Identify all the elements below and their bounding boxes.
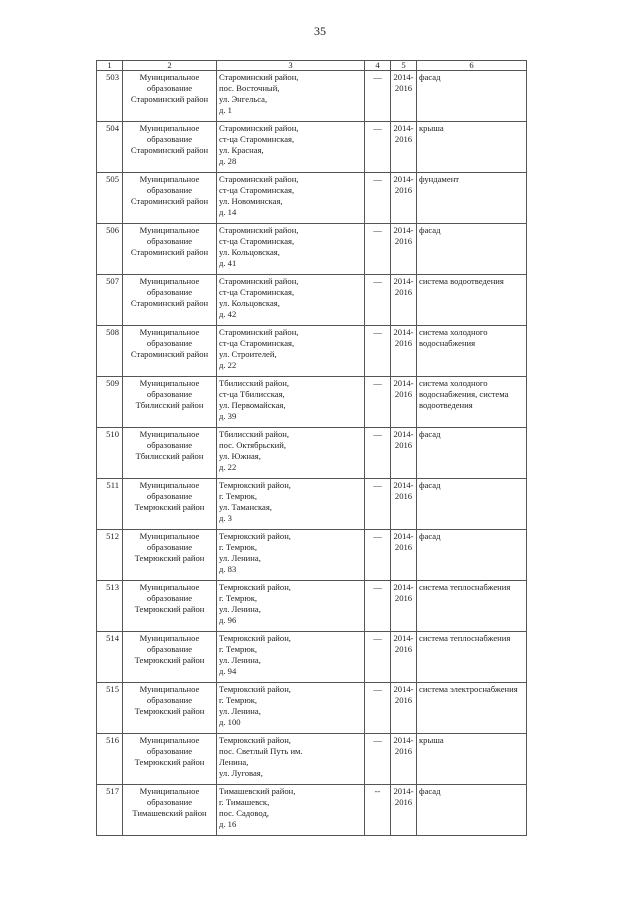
address-line: Тбилисский район, (219, 429, 290, 439)
period-cell (391, 581, 417, 632)
column-header: 1 (97, 61, 123, 71)
municipality-line: Муниципальное (139, 582, 200, 592)
period-line: 2016 (394, 746, 413, 756)
municipality-cell (123, 581, 217, 632)
address-line: ул. Кольцовская, (219, 298, 280, 308)
work-type-cell (417, 785, 527, 836)
work-type-text: система электроснабжения (419, 684, 518, 694)
address-line: Староминский район, (219, 225, 299, 235)
municipality-line: образование (146, 287, 193, 297)
address-line: д. 41 (219, 258, 237, 268)
address-line: Темрюкский район, (219, 633, 291, 643)
municipality-line: Темрюкский район (134, 757, 205, 767)
row-number-cell: 513 (97, 581, 123, 632)
address-line: ул. Ленина, (219, 604, 261, 614)
address-line: пос. Светлый Путь им. (219, 746, 303, 756)
column-header: 2 (123, 61, 217, 71)
municipality-cell (123, 122, 217, 173)
address-line: д. 42 (219, 309, 237, 319)
municipality-line: образование (146, 389, 193, 399)
period-line: 2014- (393, 225, 414, 235)
work-type-text: фасад (419, 480, 441, 490)
row-number-cell: 503 (97, 71, 123, 122)
column-header: 6 (417, 61, 527, 71)
column-header: 5 (391, 61, 417, 71)
column-4-cell: — (365, 428, 391, 479)
column-4-cell: — (365, 173, 391, 224)
address-line: ул. Ленина, (219, 706, 261, 716)
row-number-cell: 514 (97, 632, 123, 683)
period-line: 2016 (394, 389, 413, 399)
period-line: 2014- (393, 480, 414, 490)
period-cell (391, 224, 417, 275)
period-line: 2014- (393, 684, 414, 694)
period-cell (391, 122, 417, 173)
address-line: г. Темрюк, (219, 542, 258, 552)
work-type-text: фасад (419, 531, 441, 541)
municipality-line: образование (146, 746, 193, 756)
address-line: Темрюкский район, (219, 480, 291, 490)
period-line: 2014- (393, 735, 414, 745)
address-line: ул. Южная, (219, 451, 261, 461)
address-line: д. 1 (219, 105, 232, 115)
table-row (97, 683, 527, 734)
municipality-line: Муниципальное (139, 327, 200, 337)
column-4-cell: — (365, 734, 391, 785)
municipality-line: Темрюкский район (134, 604, 205, 614)
municipality-line: Темрюкский район (134, 655, 205, 665)
table-row (97, 530, 527, 581)
work-type-text: фасад (419, 429, 441, 439)
address-line: ул. Таманская, (219, 502, 272, 512)
period-line: 2016 (394, 185, 413, 195)
repair-schedule-table (96, 60, 527, 836)
column-4-cell: — (365, 632, 391, 683)
table-row (97, 377, 527, 428)
work-type-cell (417, 581, 527, 632)
municipality-cell (123, 479, 217, 530)
column-header: 4 (365, 61, 391, 71)
work-type-text: фундамент (419, 174, 460, 184)
period-cell (391, 632, 417, 683)
municipality-line: Муниципальное (139, 531, 200, 541)
period-cell (391, 530, 417, 581)
work-type-text: крыша (419, 123, 444, 133)
work-type-text: система холодного водоснабжения, система водоотведения (419, 378, 509, 410)
column-4-cell: — (365, 530, 391, 581)
address-line: пос. Садовод, (219, 808, 270, 818)
municipality-cell (123, 173, 217, 224)
work-type-text: система теплоснабжения (419, 582, 511, 592)
municipality-line: Муниципальное (139, 480, 200, 490)
municipality-line: образование (146, 185, 193, 195)
period-line: 2016 (394, 542, 413, 552)
column-4-cell: — (365, 275, 391, 326)
address-line: г. Темрюк, (219, 695, 258, 705)
municipality-line: Темрюкский район (134, 553, 205, 563)
period-line: 2014- (393, 72, 414, 82)
work-type-cell (417, 377, 527, 428)
municipality-line: Муниципальное (139, 786, 200, 796)
period-line: 2014- (393, 429, 414, 439)
address-line: ст-ца Тбилисская, (219, 389, 285, 399)
address-line: д. 96 (219, 615, 237, 625)
address-line: ул. Энгельса, (219, 94, 268, 104)
period-line: 2016 (394, 236, 413, 246)
period-line: 2016 (394, 440, 413, 450)
work-type-cell (417, 428, 527, 479)
address-cell (217, 377, 365, 428)
municipality-line: Темрюкский район (134, 502, 205, 512)
address-line: Староминский район, (219, 327, 299, 337)
table-row (97, 173, 527, 224)
work-type-text: система теплоснабжения (419, 633, 511, 643)
address-line: г. Тимашевск, (219, 797, 270, 807)
period-line: 2016 (394, 695, 413, 705)
row-number-cell: 516 (97, 734, 123, 785)
address-cell (217, 530, 365, 581)
column-4-cell: — (365, 326, 391, 377)
row-number-cell: 511 (97, 479, 123, 530)
address-line: ул. Строителей, (219, 349, 277, 359)
address-cell (217, 71, 365, 122)
address-line: Темрюкский район, (219, 531, 291, 541)
period-line: 2016 (394, 644, 413, 654)
municipality-line: Муниципальное (139, 123, 200, 133)
address-line: Темрюкский район, (219, 582, 291, 592)
row-number-cell: 509 (97, 377, 123, 428)
address-line: г. Темрюк, (219, 644, 258, 654)
work-type-cell (417, 683, 527, 734)
work-type-text: фасад (419, 72, 441, 82)
work-type-cell (417, 326, 527, 377)
period-cell (391, 173, 417, 224)
address-line: д. 39 (219, 411, 237, 421)
period-line: 2016 (394, 338, 413, 348)
period-line: 2014- (393, 327, 414, 337)
work-type-text: система холодного водоснабжения (419, 327, 488, 348)
municipality-line: Тбилисский район (135, 400, 204, 410)
address-line: ст-ца Староминская, (219, 338, 295, 348)
address-line: д. 16 (219, 819, 237, 829)
column-4-cell: — (365, 122, 391, 173)
address-line: Темрюкский район, (219, 684, 291, 694)
table-row (97, 632, 527, 683)
period-cell (391, 377, 417, 428)
municipality-line: Муниципальное (139, 378, 200, 388)
period-line: 2016 (394, 134, 413, 144)
address-line: д. 22 (219, 462, 237, 472)
period-line: 2016 (394, 83, 413, 93)
period-line: 2016 (394, 491, 413, 501)
period-line: 2014- (393, 633, 414, 643)
table-row (97, 428, 527, 479)
municipality-line: образование (146, 644, 193, 654)
row-number-cell: 512 (97, 530, 123, 581)
address-line: Староминский район, (219, 123, 299, 133)
address-cell (217, 224, 365, 275)
address-line: д. 14 (219, 207, 237, 217)
work-type-cell (417, 275, 527, 326)
period-line: 2016 (394, 797, 413, 807)
period-line: 2016 (394, 287, 413, 297)
address-line: д. 94 (219, 666, 237, 676)
period-cell (391, 785, 417, 836)
municipality-cell (123, 326, 217, 377)
municipality-line: Староминский район (130, 196, 209, 206)
table-row (97, 326, 527, 377)
address-line: пос. Восточный, (219, 83, 280, 93)
row-number-cell: 515 (97, 683, 123, 734)
work-type-cell (417, 632, 527, 683)
work-type-cell (417, 122, 527, 173)
row-number-cell: 508 (97, 326, 123, 377)
period-line: 2016 (394, 593, 413, 603)
row-number-cell: 505 (97, 173, 123, 224)
table-row (97, 275, 527, 326)
municipality-line: Муниципальное (139, 429, 200, 439)
address-cell (217, 275, 365, 326)
period-line: 2014- (393, 276, 414, 286)
municipality-line: образование (146, 797, 193, 807)
period-line: 2014- (393, 378, 414, 388)
address-line: ул. Красная, (219, 145, 264, 155)
address-cell (217, 428, 365, 479)
address-cell (217, 734, 365, 785)
period-cell (391, 326, 417, 377)
address-line: ул. Ленина, (219, 655, 261, 665)
municipality-line: образование (146, 491, 193, 501)
work-type-text: фасад (419, 786, 441, 796)
work-type-cell (417, 479, 527, 530)
address-line: г. Темрюк, (219, 491, 258, 501)
municipality-line: Муниципальное (139, 633, 200, 643)
column-4-cell: — (365, 224, 391, 275)
table-row (97, 479, 527, 530)
address-cell (217, 581, 365, 632)
address-line: ст-ца Староминская, (219, 287, 295, 297)
work-type-cell (417, 734, 527, 785)
row-number-cell: 504 (97, 122, 123, 173)
address-cell (217, 683, 365, 734)
address-line: Темрюкский район, (219, 735, 291, 745)
municipality-line: Староминский район (130, 349, 209, 359)
address-line: д. 22 (219, 360, 237, 370)
address-line: ст-ца Староминская, (219, 236, 295, 246)
municipality-line: образование (146, 542, 193, 552)
period-cell (391, 275, 417, 326)
municipality-line: Муниципальное (139, 174, 200, 184)
municipality-line: образование (146, 695, 193, 705)
municipality-cell (123, 683, 217, 734)
address-line: пос. Октябрьский, (219, 440, 287, 450)
column-4-cell: — (365, 581, 391, 632)
municipality-cell (123, 377, 217, 428)
address-line: ул. Луговая, (219, 768, 263, 778)
municipality-line: образование (146, 236, 193, 246)
address-line: д. 83 (219, 564, 237, 574)
address-line: ул. Ленина, (219, 553, 261, 563)
municipality-cell (123, 224, 217, 275)
period-line: 2014- (393, 174, 414, 184)
municipality-line: Староминский район (130, 94, 209, 104)
work-type-cell (417, 530, 527, 581)
period-line: 2014- (393, 582, 414, 592)
row-number-cell: 517 (97, 785, 123, 836)
municipality-line: Темрюкский район (134, 706, 205, 716)
address-cell (217, 785, 365, 836)
work-type-text: крыша (419, 735, 444, 745)
address-line: Тимашевский район, (219, 786, 296, 796)
address-cell (217, 632, 365, 683)
column-4-cell: — (365, 71, 391, 122)
period-line: 2014- (393, 123, 414, 133)
period-cell (391, 479, 417, 530)
municipality-line: образование (146, 593, 193, 603)
period-cell (391, 71, 417, 122)
municipality-line: образование (146, 440, 193, 450)
column-4-cell: — (365, 683, 391, 734)
municipality-line: Муниципальное (139, 735, 200, 745)
municipality-line: Муниципальное (139, 225, 200, 235)
address-line: Ленина, (219, 757, 249, 767)
municipality-line: Муниципальное (139, 72, 200, 82)
work-type-cell (417, 71, 527, 122)
municipality-line: Тимашевский район (132, 808, 207, 818)
address-line: Староминский район, (219, 72, 299, 82)
period-cell (391, 428, 417, 479)
address-line: ст-ца Староминская, (219, 185, 295, 195)
address-line: Тбилисский район, (219, 378, 290, 388)
municipality-cell (123, 632, 217, 683)
municipality-cell (123, 71, 217, 122)
address-line: Староминский район, (219, 276, 299, 286)
address-line: ст-ца Староминская, (219, 134, 295, 144)
column-header: 3 (217, 61, 365, 71)
address-line: д. 28 (219, 156, 237, 166)
table-row (97, 785, 527, 836)
period-cell (391, 734, 417, 785)
municipality-line: Староминский район (130, 247, 209, 257)
address-line: Староминский район, (219, 174, 299, 184)
table-row (97, 581, 527, 632)
address-cell (217, 479, 365, 530)
address-cell (217, 326, 365, 377)
municipality-cell (123, 734, 217, 785)
address-line: г. Темрюк, (219, 593, 258, 603)
municipality-line: Тбилисский район (135, 451, 204, 461)
row-number-cell: 507 (97, 275, 123, 326)
column-4-cell: -- (365, 785, 391, 836)
table-row (97, 122, 527, 173)
municipality-cell (123, 428, 217, 479)
column-4-cell: — (365, 377, 391, 428)
row-number-cell: 506 (97, 224, 123, 275)
address-line: д. 100 (219, 717, 241, 727)
municipality-cell (123, 275, 217, 326)
municipality-cell (123, 785, 217, 836)
table-row (97, 224, 527, 275)
work-type-cell (417, 224, 527, 275)
municipality-line: Староминский район (130, 145, 209, 155)
address-line: ул. Первомайская, (219, 400, 286, 410)
municipality-cell (123, 530, 217, 581)
work-type-text: фасад (419, 225, 441, 235)
table-header-row (97, 61, 527, 71)
municipality-line: Муниципальное (139, 276, 200, 286)
municipality-line: образование (146, 338, 193, 348)
work-type-cell (417, 173, 527, 224)
address-line: ул. Новоминская, (219, 196, 283, 206)
municipality-line: образование (146, 83, 193, 93)
work-type-text: система водоотведения (419, 276, 504, 286)
table-row (97, 734, 527, 785)
page-number: 35 (314, 24, 326, 38)
table-row (97, 71, 527, 122)
address-cell (217, 173, 365, 224)
municipality-line: Староминский район (130, 298, 209, 308)
address-line: ул. Кольцовская, (219, 247, 280, 257)
address-line: д. 3 (219, 513, 232, 523)
row-number-cell: 510 (97, 428, 123, 479)
municipality-line: образование (146, 134, 193, 144)
period-line: 2014- (393, 531, 414, 541)
period-cell (391, 683, 417, 734)
period-line: 2014- (393, 786, 414, 796)
municipality-line: Муниципальное (139, 684, 200, 694)
column-4-cell: — (365, 479, 391, 530)
address-cell (217, 122, 365, 173)
